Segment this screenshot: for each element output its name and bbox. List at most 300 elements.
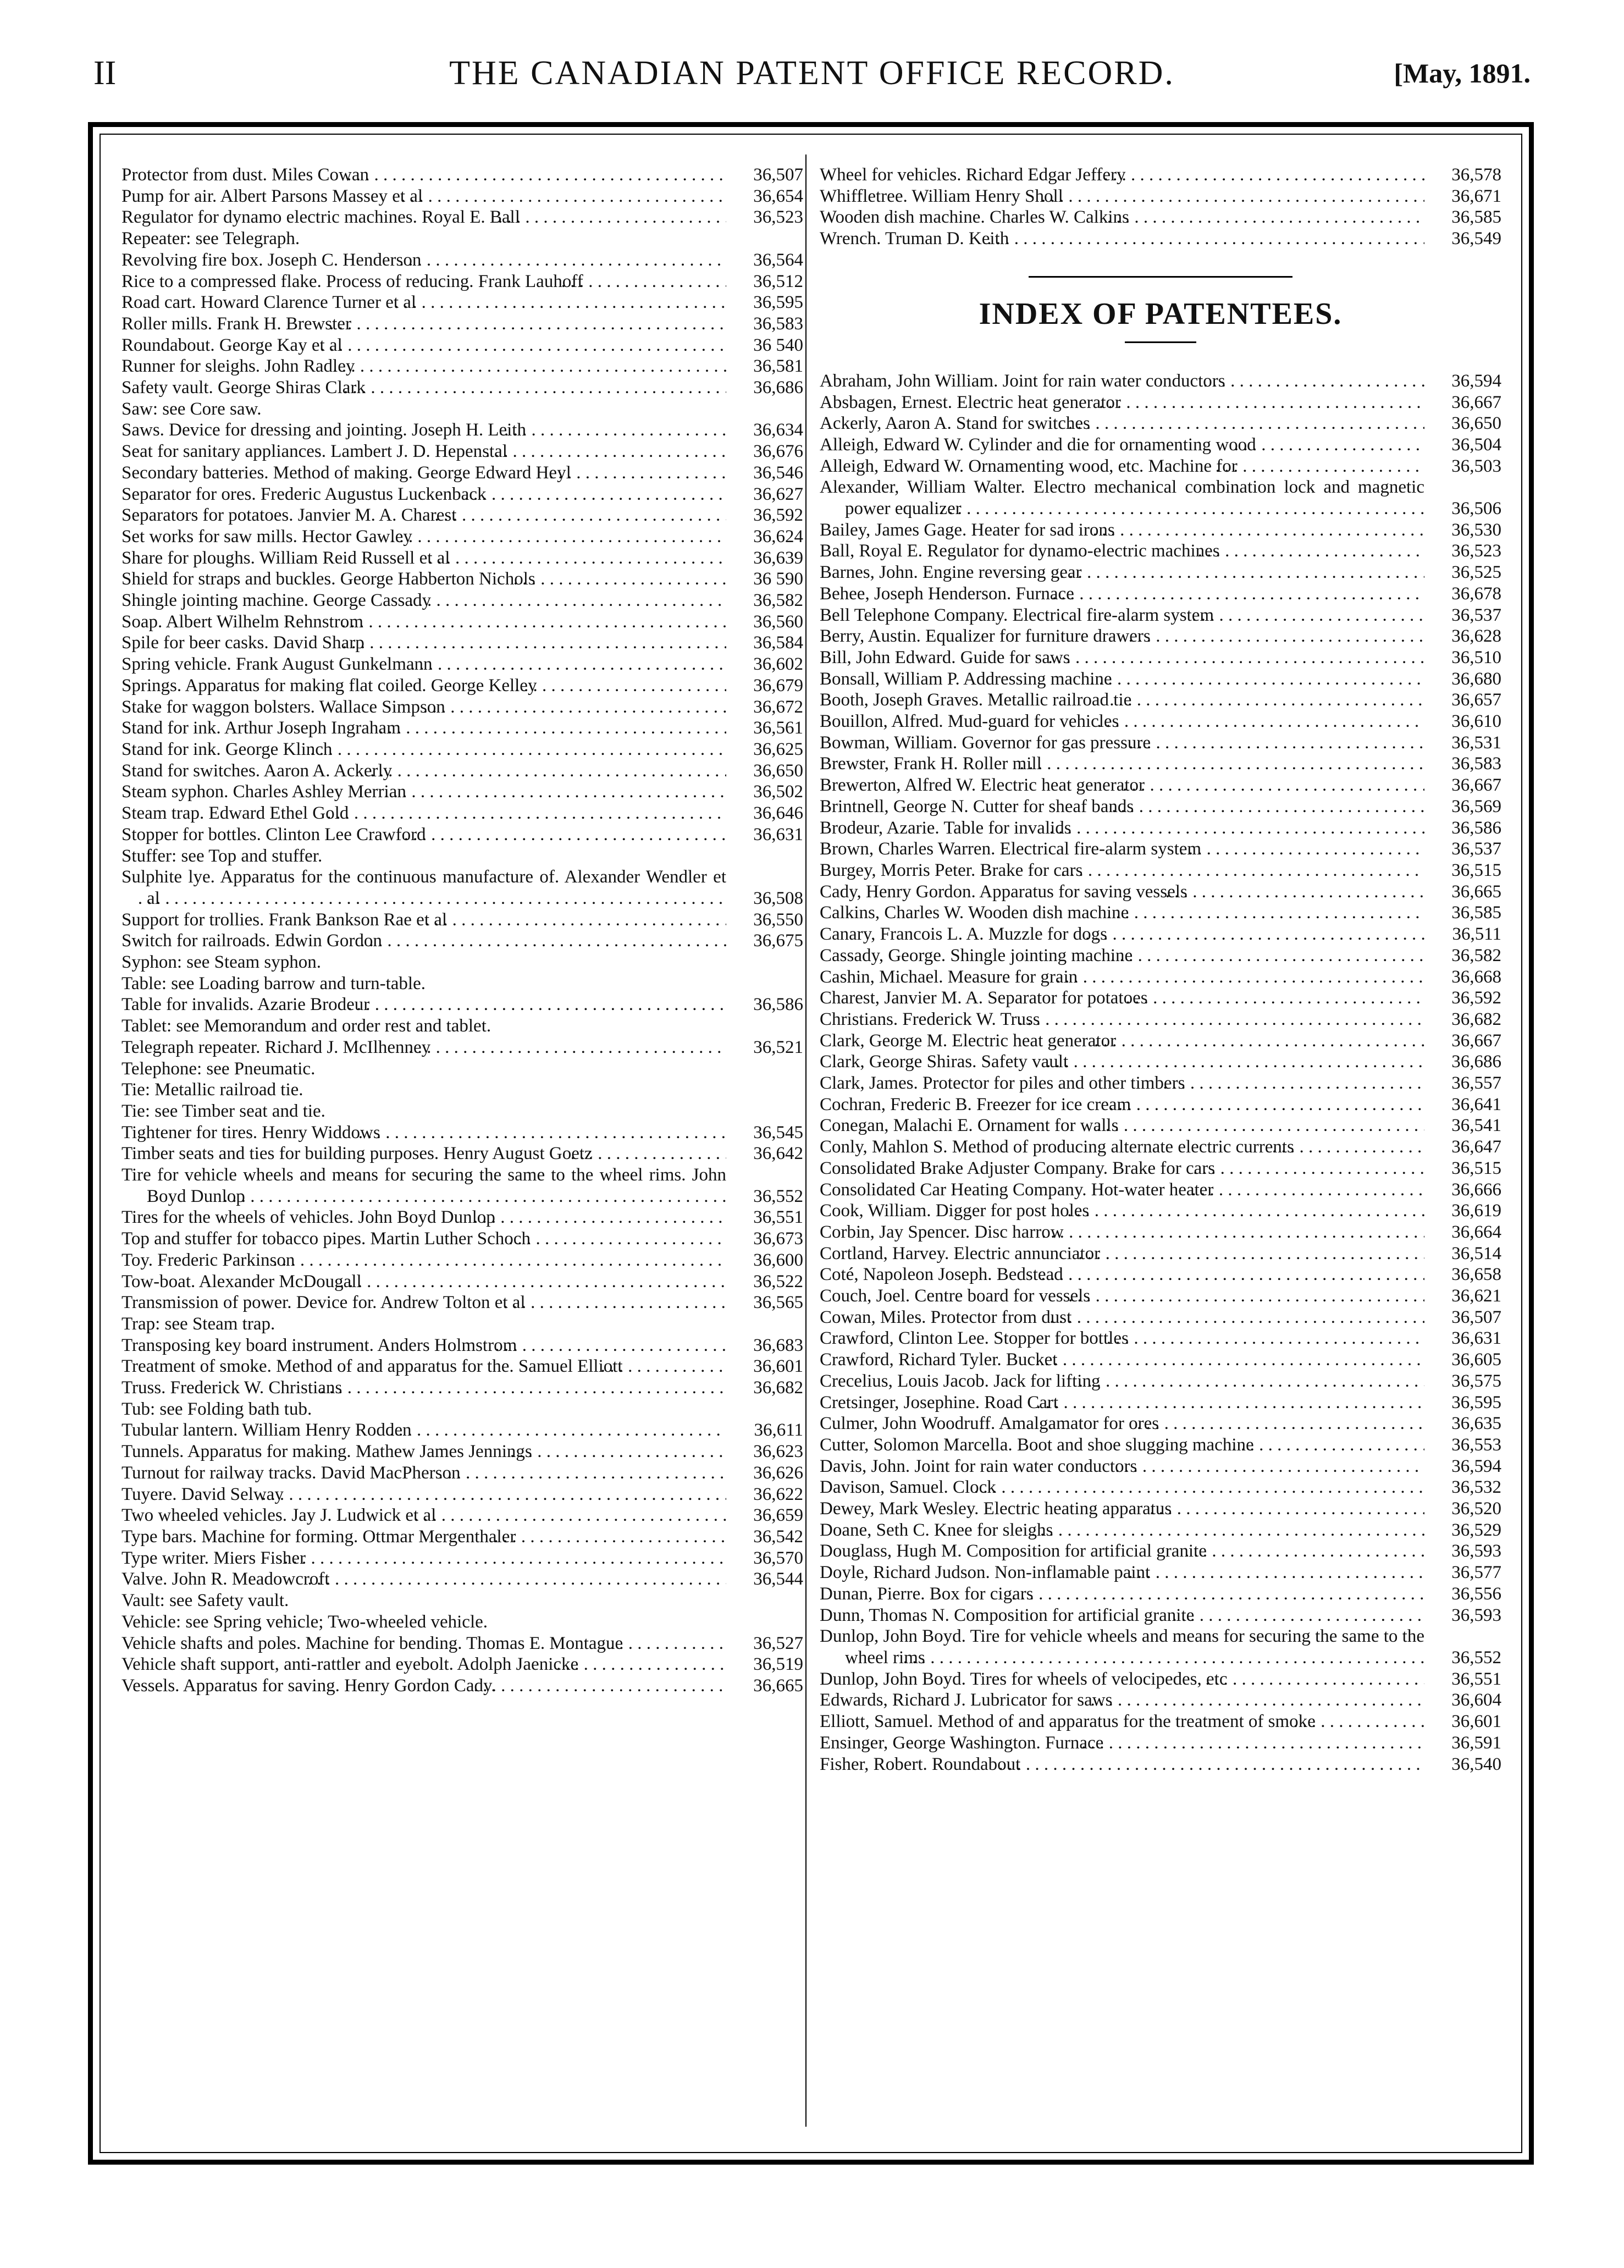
entry-text: Safety vault. George Shiras Clark . . . bbox=[121, 377, 726, 399]
index-entry bbox=[121, 973, 803, 995]
index-entry bbox=[121, 760, 803, 782]
issue-date: [May, 1891. bbox=[1394, 58, 1531, 89]
subject-index-column bbox=[121, 164, 803, 1697]
index-entry bbox=[820, 1094, 1501, 1116]
index-entry bbox=[820, 881, 1501, 903]
patent-number: 36,611 bbox=[726, 1420, 803, 1441]
entry-text: Davis, John. Joint for rain water conductors . . . bbox=[820, 1456, 1424, 1477]
patent-number: 36,586 bbox=[726, 994, 803, 1016]
index-entry bbox=[121, 377, 803, 399]
patent-number: 36,595 bbox=[726, 292, 803, 313]
entry-text: Protector from dust. Miles Cowan . . . bbox=[121, 164, 726, 186]
right-column bbox=[820, 164, 1501, 1775]
index-entry bbox=[121, 824, 803, 846]
entry-text: Ackerly, Aaron A. Stand for switches . . . bbox=[820, 413, 1424, 434]
index-entry bbox=[820, 1371, 1501, 1392]
entry-text: Tablet: see Memorandum and order rest and tablet. bbox=[121, 1016, 491, 1036]
patent-number: 36,532 bbox=[1424, 1477, 1501, 1498]
index-entry bbox=[820, 520, 1501, 541]
patent-number: 36,546 bbox=[726, 462, 803, 484]
patent-number: 36,665 bbox=[1424, 881, 1501, 903]
index-entry bbox=[121, 867, 803, 909]
entry-text: Separator for ores. Frederic Augustus Luckenback . . . bbox=[121, 484, 726, 505]
entry-text: Dunlop, John Boyd. Tires for wheels of velocipedes, etc . . . bbox=[820, 1669, 1424, 1690]
page-number: II bbox=[93, 54, 117, 92]
index-entry bbox=[820, 711, 1501, 732]
patent-number: 36,514 bbox=[1424, 1243, 1501, 1265]
patent-number: 36,511 bbox=[1424, 924, 1501, 945]
index-entry bbox=[820, 207, 1501, 228]
entry-text: Secondary batteries. Method of making. George Edward Heyl . . . bbox=[121, 462, 726, 484]
entry-text: Rice to a compressed flake. Process of reducing. Frank Lauhoff . . . bbox=[121, 271, 726, 293]
index-entry bbox=[121, 207, 803, 228]
index-entry bbox=[820, 669, 1501, 690]
entry-text: Support for trollies. Frank Bankson Rae et al . . . bbox=[121, 909, 726, 931]
entry-text: Truss. Frederick W. Christians . . . bbox=[121, 1377, 726, 1399]
subject-index-continuation bbox=[820, 164, 1501, 250]
patent-number: 36,584 bbox=[726, 632, 803, 654]
patent-number: 36,551 bbox=[1424, 1669, 1501, 1690]
entry-text: Douglass, Hugh M. Composition for artificial granite . . . bbox=[820, 1541, 1424, 1562]
index-entry bbox=[121, 803, 803, 824]
index-entry bbox=[121, 335, 803, 356]
patent-number: 36,593 bbox=[1424, 1605, 1501, 1626]
index-entry bbox=[820, 1158, 1501, 1179]
entry-text: Table for invalids. Azarie Brodeur . . . bbox=[121, 994, 726, 1016]
entry-text: Alleigh, Edward W. Ornamenting wood, etc. Machine for . . . bbox=[820, 456, 1424, 477]
index-entry bbox=[820, 1051, 1501, 1073]
entry-text: Treatment of smoke. Method of and apparatus for the. Samuel Elliott . . . bbox=[121, 1356, 726, 1377]
patent-number: 36,665 bbox=[726, 1675, 803, 1697]
index-entry bbox=[820, 540, 1501, 562]
entry-text: Behee, Joseph Henderson. Furnace . . . bbox=[820, 583, 1424, 605]
patent-number: 36,578 bbox=[1424, 164, 1501, 186]
index-entry bbox=[820, 1200, 1501, 1222]
entry-text: Cortland, Harvey. Electric annunciator . . . bbox=[820, 1243, 1424, 1265]
entry-text: Alexander, William Walter. Electro mechanical combination lock and magnetic power equalizer . . . bbox=[820, 477, 1424, 519]
entry-text: Vault: see Safety vault. bbox=[121, 1591, 289, 1611]
index-entry bbox=[121, 399, 803, 420]
index-entry bbox=[121, 1356, 803, 1377]
patent-number: 36,667 bbox=[1424, 1030, 1501, 1052]
index-entry bbox=[121, 1250, 803, 1271]
index-entry bbox=[820, 164, 1501, 186]
index-entry bbox=[820, 945, 1501, 967]
entry-text: Barnes, John. Engine reversing gear . . . bbox=[820, 562, 1424, 583]
index-entry bbox=[820, 1583, 1501, 1605]
index-entry bbox=[121, 1590, 803, 1612]
entry-text: Stopper for bottles. Clinton Lee Crawford . . . bbox=[121, 824, 726, 846]
patent-number: 36,642 bbox=[726, 1143, 803, 1165]
patent-number: 36,624 bbox=[726, 526, 803, 548]
patent-number: 36,592 bbox=[1424, 987, 1501, 1009]
index-entry bbox=[820, 1520, 1501, 1541]
index-entry bbox=[820, 753, 1501, 775]
entry-text: Burgey, Morris Peter. Brake for cars . . . bbox=[820, 860, 1424, 881]
entry-text: Set works for saw mills. Hector Gawley . . . bbox=[121, 526, 726, 548]
entry-text: Shingle jointing machine. George Cassady . . . bbox=[121, 590, 726, 611]
index-entry bbox=[121, 1165, 803, 1207]
patent-number: 36,593 bbox=[1424, 1541, 1501, 1562]
patent-number: 36,675 bbox=[726, 930, 803, 952]
patent-number: 36,582 bbox=[1424, 945, 1501, 967]
index-entry bbox=[121, 952, 803, 973]
patent-number: 36,631 bbox=[1424, 1328, 1501, 1349]
index-entry bbox=[820, 1456, 1501, 1477]
index-entry bbox=[820, 1434, 1501, 1456]
patent-number: 36,519 bbox=[726, 1654, 803, 1675]
patent-number: 36,530 bbox=[1424, 520, 1501, 541]
patent-number: 36,634 bbox=[726, 420, 803, 441]
index-entry bbox=[121, 271, 803, 293]
entry-text: Switch for railroads. Edwin Gordon . . . bbox=[121, 930, 726, 952]
patent-number: 36,504 bbox=[1424, 434, 1501, 456]
patent-number: 36,604 bbox=[1424, 1690, 1501, 1711]
index-entry bbox=[820, 1562, 1501, 1583]
section-rule bbox=[1029, 276, 1292, 278]
patent-number: 36,683 bbox=[726, 1335, 803, 1356]
entry-text: Bonsall, William P. Addressing machine . . . bbox=[820, 669, 1424, 690]
patent-number: 36,595 bbox=[1424, 1392, 1501, 1414]
index-entry bbox=[820, 1498, 1501, 1520]
entry-text: Cutter, Solomon Marcella. Boot and shoe slugging machine . . . bbox=[820, 1434, 1424, 1456]
patent-number: 36,512 bbox=[726, 271, 803, 293]
index-entry bbox=[121, 1633, 803, 1654]
entry-text: Vehicle shafts and poles. Machine for bending. Thomas E. Montague . . . bbox=[121, 1633, 726, 1654]
entry-text: Brewster, Frank H. Roller mill . . . bbox=[820, 753, 1424, 775]
index-entry bbox=[820, 1626, 1501, 1668]
patent-number: 36,676 bbox=[726, 441, 803, 462]
patent-number: 36,523 bbox=[1424, 540, 1501, 562]
entry-text: Cochran, Frederic B. Freezer for ice cream . . . bbox=[820, 1094, 1424, 1116]
patent-number: 36 540 bbox=[726, 335, 803, 356]
index-entry bbox=[121, 846, 803, 867]
patent-number: 36,577 bbox=[1424, 1562, 1501, 1583]
entry-text: Cassady, George. Shingle jointing machine . . . bbox=[820, 945, 1424, 967]
patent-number: 36,525 bbox=[1424, 562, 1501, 583]
patent-number: 36,583 bbox=[726, 313, 803, 335]
entry-text: Spile for beer casks. David Sharp . . . bbox=[121, 632, 726, 654]
entry-text: Vehicle: see Spring vehicle; Two-wheeled vehicle. bbox=[121, 1612, 488, 1632]
patent-number: 36,605 bbox=[1424, 1349, 1501, 1371]
entry-text: Brown, Charles Warren. Electrical fire-alarm system . . . bbox=[820, 838, 1424, 860]
patent-number: 36,549 bbox=[1424, 228, 1501, 250]
journal-title: THE CANADIAN PATENT OFFICE RECORD. bbox=[449, 54, 1175, 92]
entry-text: Roller mills. Frank H. Brewster . . . bbox=[121, 313, 726, 335]
index-entry bbox=[820, 1328, 1501, 1349]
index-entry bbox=[121, 548, 803, 569]
patent-number: 36,666 bbox=[1424, 1179, 1501, 1201]
index-entry bbox=[820, 1073, 1501, 1094]
index-entry bbox=[121, 930, 803, 952]
index-entry bbox=[820, 1222, 1501, 1243]
index-entry bbox=[121, 1335, 803, 1356]
entry-text: Doyle, Richard Judson. Non-inflamable paint . . . bbox=[820, 1562, 1424, 1583]
entry-text: Tie: Metallic railroad tie. bbox=[121, 1080, 303, 1100]
index-entry bbox=[820, 1349, 1501, 1371]
index-entry bbox=[820, 689, 1501, 711]
patent-number: 36,646 bbox=[726, 803, 803, 824]
patent-number: 36,625 bbox=[726, 739, 803, 760]
entry-text: Pump for air. Albert Parsons Massey et al . . . bbox=[121, 186, 726, 207]
entry-text: Cretsinger, Josephine. Road Cart . . . bbox=[820, 1392, 1424, 1414]
index-entry bbox=[121, 654, 803, 675]
patent-number: 36,585 bbox=[1424, 902, 1501, 924]
patent-number: 36,622 bbox=[726, 1484, 803, 1505]
patent-number: 36,515 bbox=[1424, 1158, 1501, 1179]
entry-text: Dunn, Thomas N. Composition for artificial granite . . . bbox=[820, 1605, 1424, 1626]
entry-text: Tub: see Folding bath tub. bbox=[121, 1399, 312, 1419]
entry-text: Wooden dish machine. Charles W. Calkins . . . bbox=[820, 207, 1424, 228]
index-entry bbox=[121, 186, 803, 207]
entry-text: Clark, George Shiras. Safety vault . . . bbox=[820, 1051, 1424, 1073]
entry-text: Tires for the wheels of vehicles. John Boyd Dunlop . . . bbox=[121, 1207, 726, 1228]
entry-text: Crawford, Clinton Lee. Stopper for bottles . . . bbox=[820, 1328, 1424, 1349]
entry-text: Share for ploughs. William Reid Russell et al . . . bbox=[121, 548, 726, 569]
entry-text: Cook, William. Digger for post holes . . . bbox=[820, 1200, 1424, 1222]
patent-number: 36,667 bbox=[1424, 392, 1501, 413]
patent-number: 36,641 bbox=[1424, 1094, 1501, 1116]
index-entry bbox=[121, 1484, 803, 1505]
patent-number: 36,659 bbox=[726, 1505, 803, 1526]
patent-number: 36,601 bbox=[1424, 1711, 1501, 1732]
patentees-index-column bbox=[820, 371, 1501, 1775]
index-entry bbox=[121, 505, 803, 526]
index-entry bbox=[121, 484, 803, 505]
index-entry bbox=[121, 569, 803, 590]
index-entry bbox=[121, 526, 803, 548]
entry-text: Transposing key board instrument. Anders Holmstrom . . . bbox=[121, 1335, 726, 1356]
entry-text: Tire for vehicle wheels and means for securing the same to the wheel rims. John Boyd Dunlop . . . bbox=[121, 1165, 726, 1207]
page-frame bbox=[88, 122, 1534, 2165]
index-entry bbox=[820, 1264, 1501, 1285]
entry-text: Bill, John Edward. Guide for saws . . . bbox=[820, 647, 1424, 669]
entry-text: Absbagen, Ernest. Electric heat generator . . . bbox=[820, 392, 1424, 413]
patent-number: 36,673 bbox=[726, 1228, 803, 1250]
index-entry bbox=[820, 1285, 1501, 1307]
column-divider bbox=[805, 154, 807, 2127]
patent-number: 36,591 bbox=[1424, 1732, 1501, 1754]
entry-text: Bell Telephone Company. Electrical fire-alarm system . . . bbox=[820, 605, 1424, 626]
index-entry bbox=[121, 1079, 803, 1101]
entry-text: Abraham, John William. Joint for rain water conductors . . . bbox=[820, 371, 1424, 392]
patent-number: 36,679 bbox=[726, 675, 803, 697]
patent-number: 36,552 bbox=[1424, 1647, 1501, 1669]
index-entry bbox=[121, 1016, 803, 1037]
index-entry bbox=[820, 838, 1501, 860]
entry-text: Vessels. Apparatus for saving. Henry Gordon Cady. . . . bbox=[121, 1675, 726, 1697]
patent-number: 36,537 bbox=[1424, 605, 1501, 626]
index-entry bbox=[820, 392, 1501, 413]
patent-number: 36,575 bbox=[1424, 1371, 1501, 1392]
index-entry bbox=[121, 1612, 803, 1633]
patent-number: 36,682 bbox=[1424, 1009, 1501, 1030]
index-entry bbox=[121, 313, 803, 335]
index-heading: INDEX OF PATENTEES. bbox=[979, 296, 1343, 331]
index-entry bbox=[121, 1505, 803, 1526]
entry-text: Regulator for dynamo electric machines. Royal E. Ball . . . bbox=[121, 207, 726, 228]
patent-number: 36,560 bbox=[726, 611, 803, 633]
index-entry bbox=[121, 1037, 803, 1058]
entry-text: Toy. Frederic Parkinson . . . bbox=[121, 1250, 726, 1271]
patent-number: 36,540 bbox=[1424, 1754, 1501, 1775]
entry-text: Canary, Francois L. A. Muzzle for dogs . . . bbox=[820, 924, 1424, 945]
index-entry bbox=[121, 909, 803, 931]
index-entry bbox=[121, 632, 803, 654]
patent-number: 36,531 bbox=[1424, 732, 1501, 754]
entry-text: Seat for sanitary appliances. Lambert J. D. Hepenstal . . . bbox=[121, 441, 726, 462]
entry-text: Stand for ink. George Klinch . . . bbox=[121, 739, 726, 760]
entry-text: Brodeur, Azarie. Table for invalids . . . bbox=[820, 818, 1424, 839]
patent-number: 36,520 bbox=[1424, 1498, 1501, 1520]
patent-number: 36,602 bbox=[726, 654, 803, 675]
entry-text: Booth, Joseph Graves. Metallic railroad tie . . . bbox=[820, 689, 1424, 711]
patent-number: 36,515 bbox=[1424, 860, 1501, 881]
entry-text: Revolving fire box. Joseph C. Henderson . . . bbox=[121, 250, 726, 271]
patent-number: 36,623 bbox=[726, 1441, 803, 1463]
patent-number: 36,594 bbox=[1424, 1456, 1501, 1477]
patent-number: 36,650 bbox=[726, 760, 803, 782]
patent-number: 36,592 bbox=[726, 505, 803, 526]
index-entry bbox=[820, 562, 1501, 583]
entry-text: Stand for ink. Arthur Joseph Ingraham . . . bbox=[121, 718, 726, 739]
entry-text: Whiffletree. William Henry Sholl . . . bbox=[820, 186, 1424, 207]
patent-number: 36,564 bbox=[726, 250, 803, 271]
index-entry bbox=[820, 775, 1501, 796]
index-entry bbox=[121, 1207, 803, 1228]
entry-text: Type bars. Machine for forming. Ottmar Mergenthaler . . . bbox=[121, 1526, 726, 1548]
index-entry bbox=[820, 1754, 1501, 1775]
patent-number: 36,686 bbox=[726, 377, 803, 399]
index-entry bbox=[820, 1307, 1501, 1328]
entry-text: Stand for switches. Aaron A. Ackerly . . . bbox=[121, 760, 726, 782]
index-entry bbox=[820, 1243, 1501, 1265]
entry-text: Shield for straps and buckles. George Habberton Nichols . . . bbox=[121, 569, 726, 590]
index-entry bbox=[820, 924, 1501, 945]
entry-text: Doane, Seth C. Knee for sleighs . . . bbox=[820, 1520, 1424, 1541]
heading-rule bbox=[1125, 341, 1196, 343]
index-entry bbox=[121, 1228, 803, 1250]
patent-number: 36,521 bbox=[726, 1037, 803, 1058]
index-entry bbox=[820, 987, 1501, 1009]
patent-number: 36,583 bbox=[1424, 753, 1501, 775]
index-entry bbox=[820, 1413, 1501, 1434]
index-entry bbox=[121, 250, 803, 271]
patent-number: 36,686 bbox=[1424, 1051, 1501, 1073]
entry-text: Telegraph repeater. Richard J. McIlhenney . . . bbox=[121, 1037, 726, 1058]
entry-text: Conly, Mahlon S. Method of producing alternate electric currents . . . bbox=[820, 1136, 1424, 1158]
patent-number: 36,545 bbox=[726, 1122, 803, 1144]
entry-text: Consolidated Brake Adjuster Company. Brake for cars . . . bbox=[820, 1158, 1424, 1179]
patent-number: 36,506 bbox=[1424, 498, 1501, 520]
index-entry bbox=[121, 739, 803, 760]
patent-number: 36,600 bbox=[726, 1250, 803, 1271]
index-entry bbox=[121, 718, 803, 739]
entry-text: Roundabout. George Kay et al . . . bbox=[121, 335, 726, 356]
patent-number: 36,507 bbox=[1424, 1307, 1501, 1328]
entry-text: Ensinger, George Washington. Furnace . . . bbox=[820, 1732, 1424, 1754]
index-entry bbox=[820, 1179, 1501, 1201]
entry-text: Brintnell, George N. Cutter for sheaf bands . . . bbox=[820, 796, 1424, 818]
entry-text: Coté, Napoleon Joseph. Bedstead . . . bbox=[820, 1264, 1424, 1285]
patent-number: 36,523 bbox=[726, 207, 803, 228]
index-entry bbox=[121, 420, 803, 441]
entry-text: Elliott, Samuel. Method of and apparatus for the treatment of smoke . . . bbox=[820, 1711, 1424, 1732]
index-entry bbox=[121, 1377, 803, 1399]
patent-number: 36,672 bbox=[726, 697, 803, 718]
index-entry bbox=[820, 1115, 1501, 1136]
index-entry bbox=[820, 732, 1501, 754]
patent-number: 36,529 bbox=[1424, 1520, 1501, 1541]
index-entry bbox=[121, 781, 803, 803]
index-entry bbox=[820, 1136, 1501, 1158]
index-entry bbox=[121, 292, 803, 313]
patent-number: 36,610 bbox=[1424, 711, 1501, 732]
entry-text: Clark, James. Protector for piles and other timbers . . . bbox=[820, 1073, 1424, 1094]
patent-number: 36 590 bbox=[726, 569, 803, 590]
index-entry bbox=[121, 1420, 803, 1441]
entry-text: Wheel for vehicles. Richard Edgar Jeffery . . . bbox=[820, 164, 1424, 186]
patent-number: 36,569 bbox=[1424, 796, 1501, 818]
index-entry bbox=[121, 1122, 803, 1144]
patent-number: 36,594 bbox=[1424, 371, 1501, 392]
entry-text: Stake for waggon bolsters. Wallace Simpson . . . bbox=[121, 697, 726, 718]
entry-text: Dewey, Mark Wesley. Electric heating apparatus . . . bbox=[820, 1498, 1424, 1520]
entry-text: Timber seats and ties for building purposes. Henry August Goetz . . . bbox=[121, 1143, 726, 1165]
index-entry bbox=[820, 647, 1501, 669]
index-entry bbox=[820, 1711, 1501, 1732]
index-entry bbox=[820, 434, 1501, 456]
patent-number: 36,654 bbox=[726, 186, 803, 207]
entry-text: Tie: see Timber seat and tie. bbox=[121, 1101, 325, 1121]
patent-number: 36,503 bbox=[1424, 456, 1501, 477]
patent-number: 36,635 bbox=[1424, 1413, 1501, 1434]
patent-number: 36,668 bbox=[1424, 967, 1501, 988]
entry-text: Conegan, Malachi E. Ornament for walls . . . bbox=[820, 1115, 1424, 1136]
index-entry bbox=[121, 1654, 803, 1675]
patent-number: 36,550 bbox=[726, 909, 803, 931]
patent-number: 36,650 bbox=[1424, 413, 1501, 434]
entry-text: Dunlop, John Boyd. Tire for vehicle wheels and means for securing the same to the wheel rims . . . bbox=[820, 1626, 1424, 1668]
patent-number: 36,522 bbox=[726, 1271, 803, 1293]
entry-text: Tuyere. David Selway . . . bbox=[121, 1484, 726, 1505]
patent-number: 36,508 bbox=[726, 888, 803, 909]
index-entry bbox=[121, 441, 803, 462]
patent-number: 36,631 bbox=[726, 824, 803, 846]
entry-text: Separators for potatoes. Janvier M. A. Charest . . . bbox=[121, 505, 726, 526]
patent-number: 36,585 bbox=[1424, 207, 1501, 228]
index-entry bbox=[121, 356, 803, 377]
entry-text: Ball, Royal E. Regulator for dynamo-electric machines . . . bbox=[820, 540, 1424, 562]
patent-number: 36,628 bbox=[1424, 626, 1501, 647]
index-entry bbox=[820, 818, 1501, 839]
index-entry bbox=[820, 1669, 1501, 1690]
index-entry bbox=[820, 477, 1501, 519]
entry-text: Tubular lantern. William Henry Rodden . . . bbox=[121, 1420, 726, 1441]
patent-number: 36,639 bbox=[726, 548, 803, 569]
index-entry bbox=[121, 1675, 803, 1697]
entry-text: Transmission of power. Device for. Andrew Tolton et al . . . bbox=[121, 1292, 726, 1314]
entry-text: Trap: see Steam trap. bbox=[121, 1314, 275, 1334]
entry-text: Culmer, John Woodruff. Amalgamator for ores . . . bbox=[820, 1413, 1424, 1434]
patent-number: 36,627 bbox=[726, 484, 803, 505]
entry-text: Consolidated Car Heating Company. Hot-water heater . . . bbox=[820, 1179, 1424, 1201]
entry-text: Brewerton, Alfred W. Electric heat generator . . . bbox=[820, 775, 1424, 796]
index-entry bbox=[121, 164, 803, 186]
patent-number: 36,570 bbox=[726, 1548, 803, 1569]
patent-number: 36,544 bbox=[726, 1569, 803, 1590]
patent-number: 36,551 bbox=[726, 1207, 803, 1228]
